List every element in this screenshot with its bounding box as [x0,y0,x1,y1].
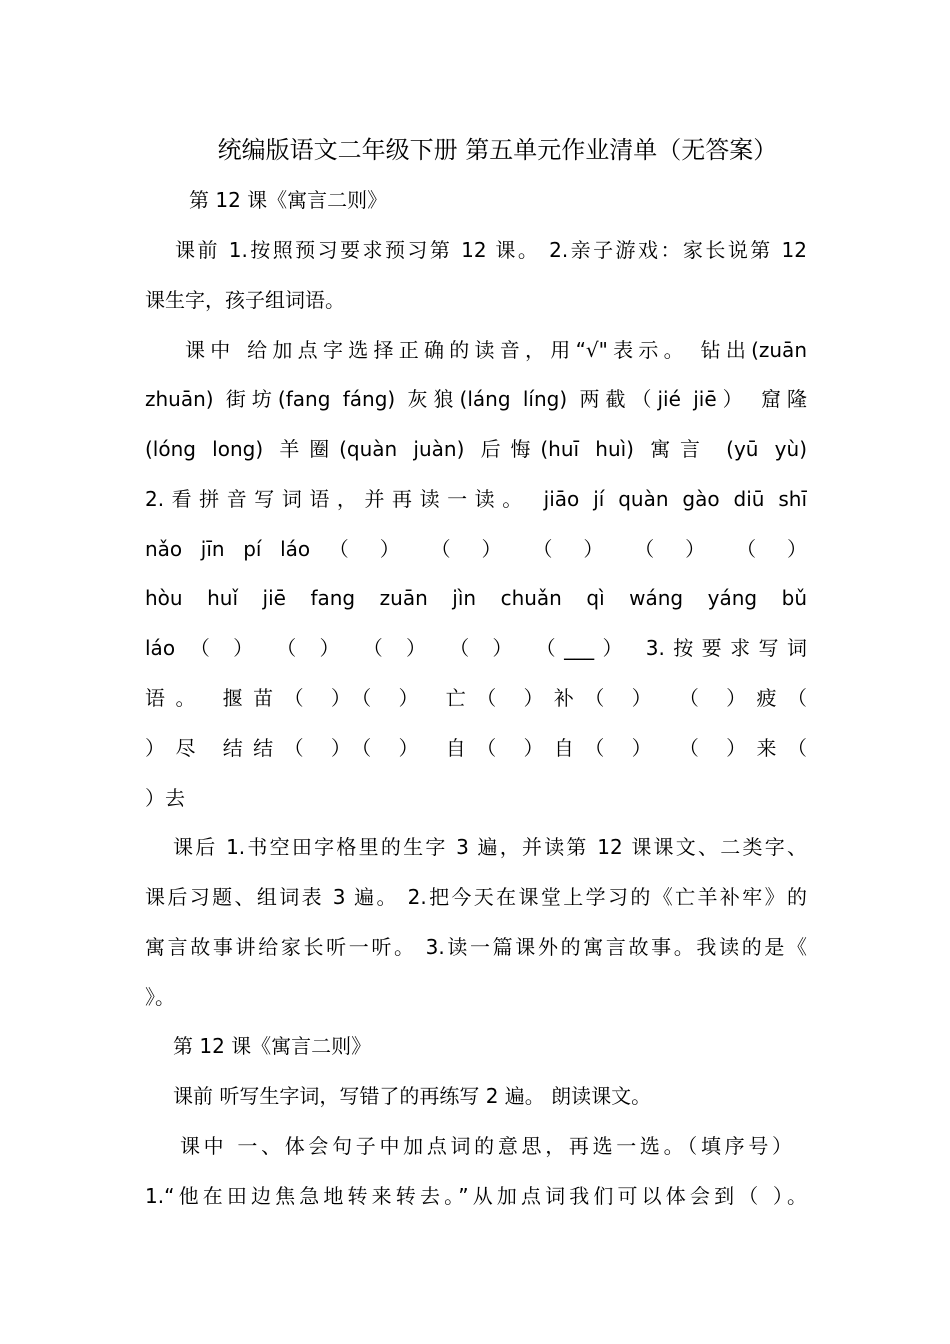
paragraph-line: nǎo jīn pí láo （ ） （ ） （ ） （ ） （ ） [145,537,807,561]
paragraph-line: ）尽 结结（ ）（ ） 自（ ）自（ ） （ ）来（ [145,736,807,760]
paragraph-line: 课前 听写生字词，写错了的再练写 2 遍。 朗读课文。 [173,1084,652,1108]
paragraph-line: ）去 [145,786,185,810]
paragraph-line: 课生字，孩子组词语。 [145,288,345,312]
paragraph-line: 寓言故事讲给家长听一听。 3.读一篇课外的寓言故事。我读的是《 [145,935,807,959]
paragraph-line: 》。 [145,985,175,1009]
paragraph-line: hòu huǐ jiē fang zuān jìn chuǎn qì wáng yáng bǔ [145,586,807,610]
paragraph-line: 课后 1.书空田字格里的生字 3 遍，并读第 12 课课文、二类字、 [173,835,807,859]
paragraph-line: 课中 一、体会句子中加点词的意思，再选一选。（填序号） [180,1134,792,1158]
paragraph-line: 课后习题、组词表 3 遍。 2.把今天在课堂上学习的《亡羊补牢》的 [145,885,807,909]
lesson-heading: 第 12 课《寓言二则》 [189,188,388,212]
paragraph-line: 语。 揠苗（ ）（ ） 亡（ ）补（ ） （ ）疲（ [145,686,807,710]
paragraph-line: 课中 给加点字选择正确的读音，用“√"表示。 钻出(zuān [185,338,807,362]
lesson-heading: 第 12 课《寓言二则》 [173,1034,372,1058]
paragraph-line: 课前 1.按照预习要求预习第 12 课。 2.亲子游戏：家长说第 12 [175,238,807,262]
paragraph-line: 1.“他在田边焦急地转来转去。”从加点词我们可以体会到（ ）。 [145,1184,807,1208]
paragraph-line: 2.看拼音写词语，并再读一读。 jiāo jí quàn gào diū shī [145,487,807,511]
paragraph-line: láo （ ） （ ） （ ） （ ） （___） 3.按要求写词 [145,636,807,660]
paragraph-line: (lóng long) 羊圈(quàn juàn) 后悔(huī huì) 寓言 (yū yù) [145,437,807,461]
document-title: 统编版语文二年级下册 第五单元作业清单（无答案） [217,136,778,164]
paragraph-line: zhuān) 街坊(fang fáng) 灰狼(láng líng) 两截（jié jiē） 窟隆 [145,387,807,411]
